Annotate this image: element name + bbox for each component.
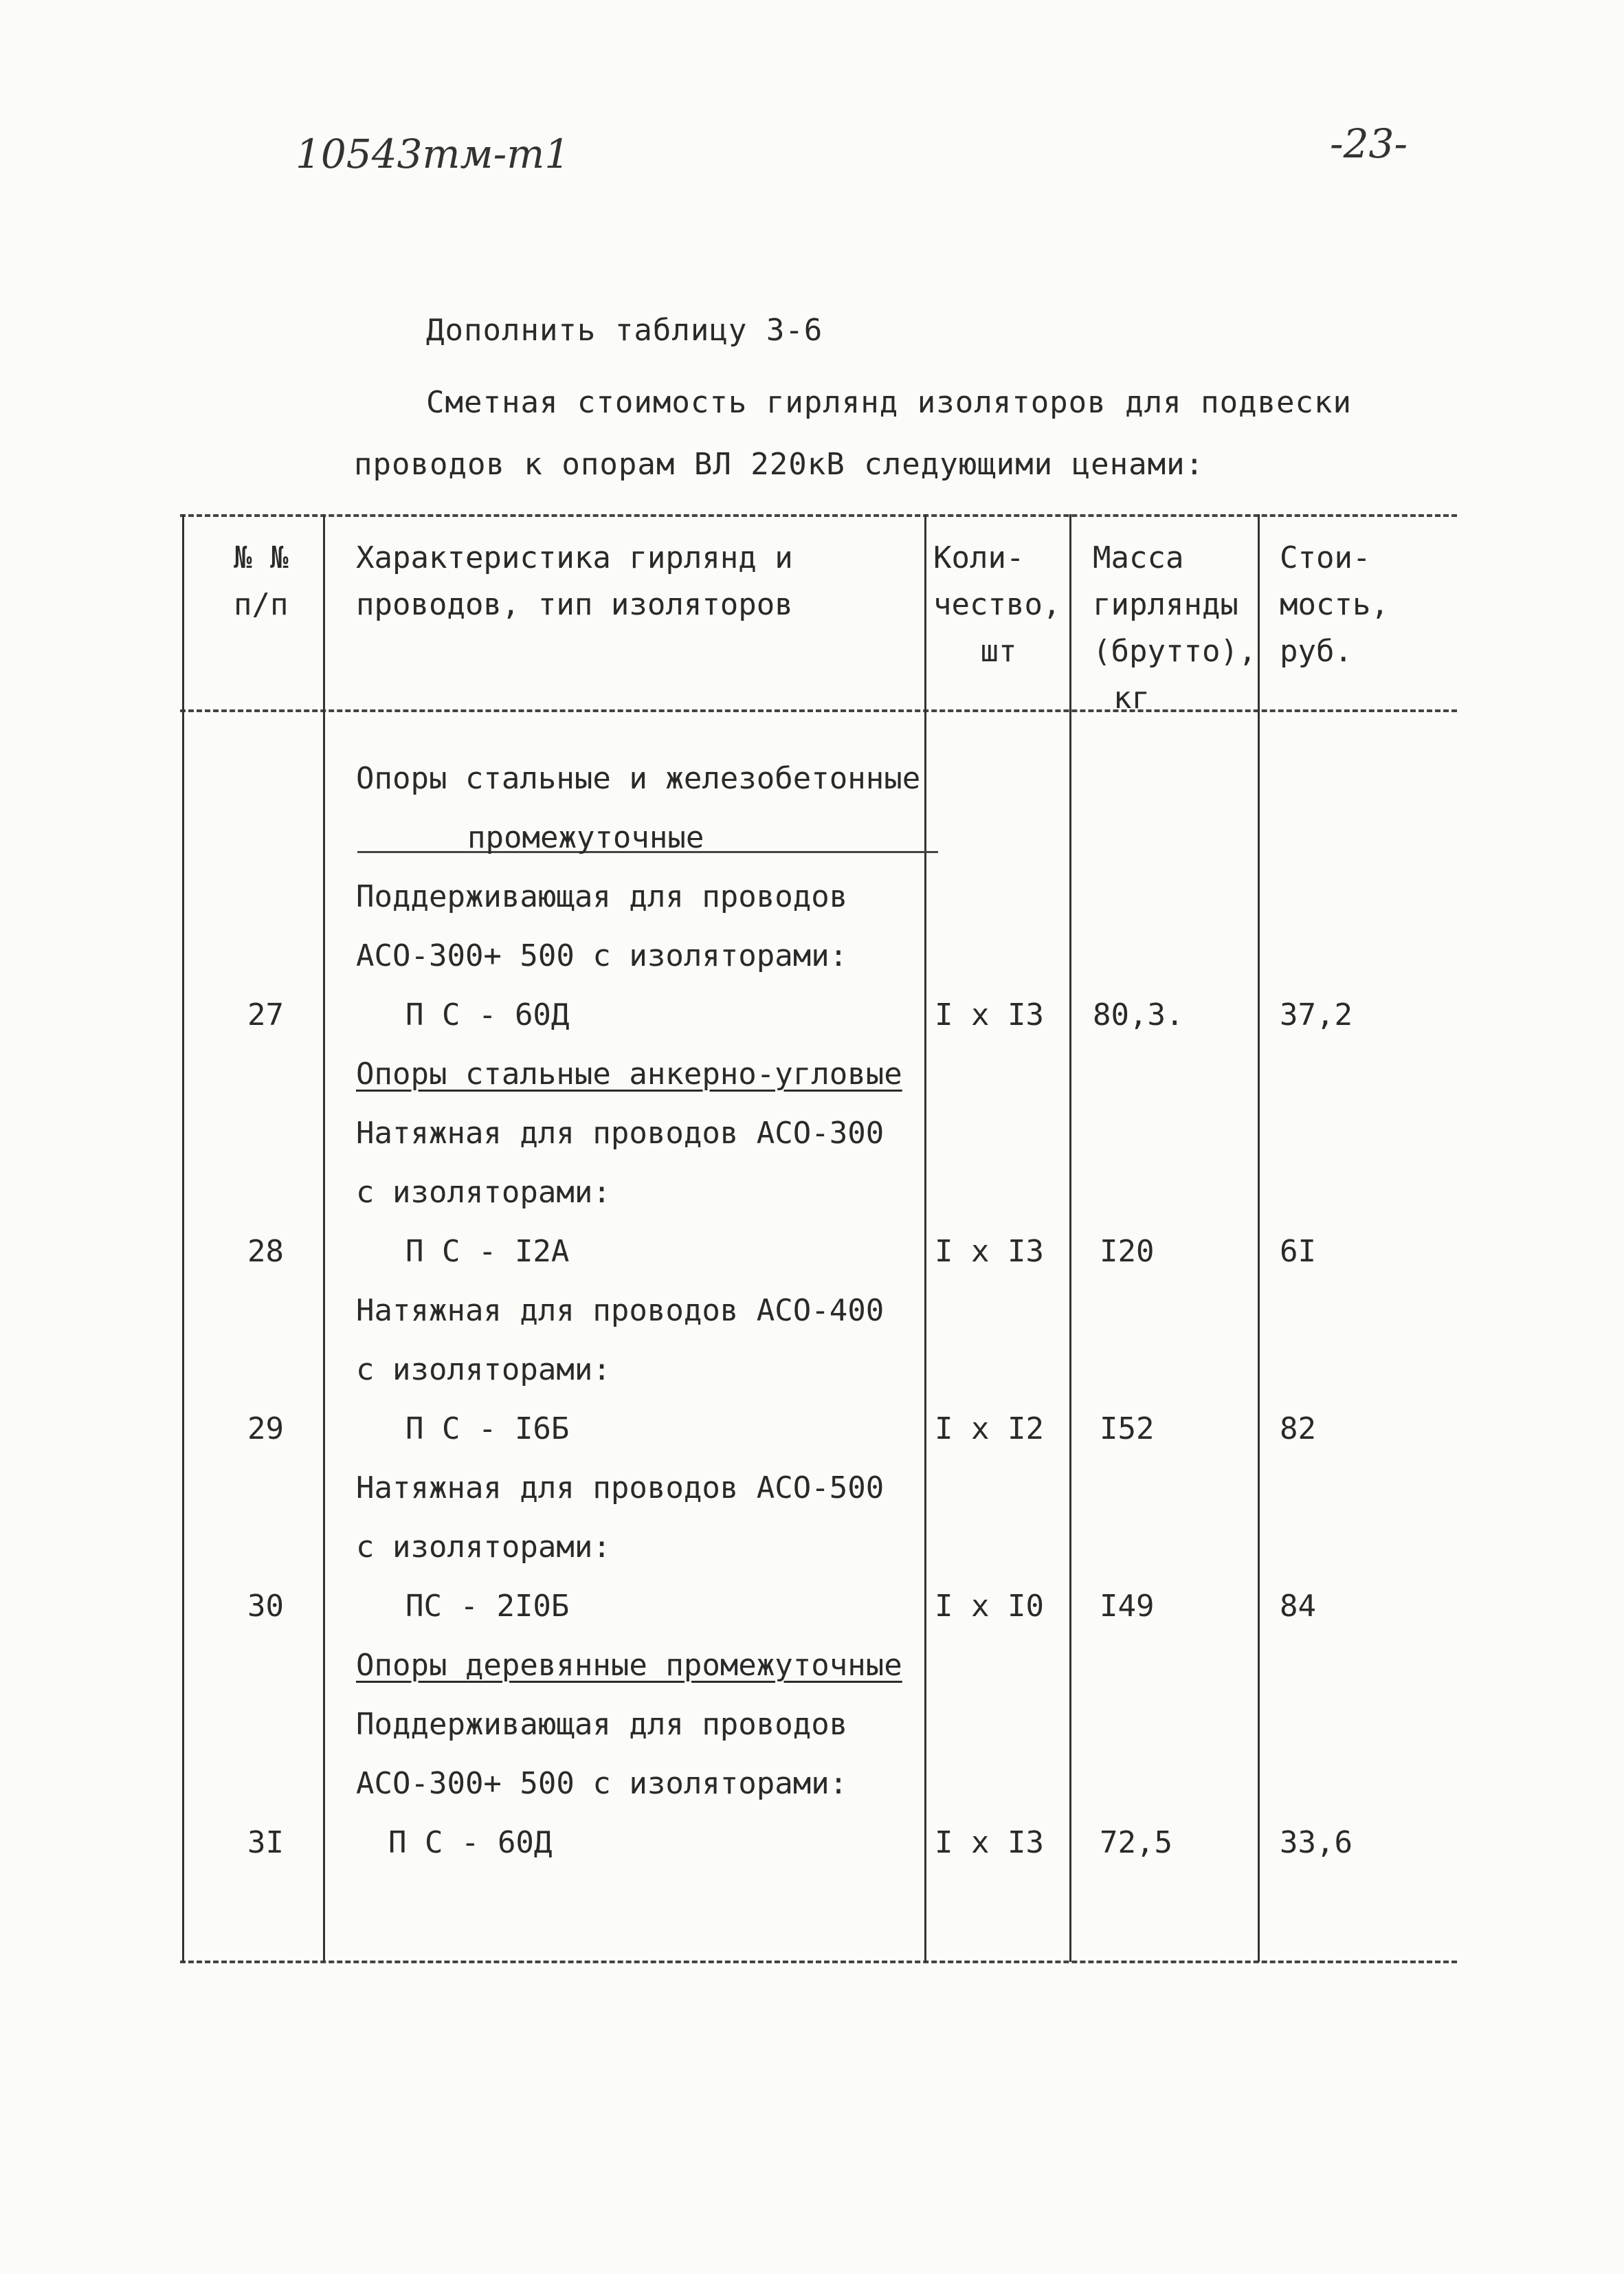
header-desc xyxy=(356,535,793,628)
row-desc: ПС - 2I0Б xyxy=(405,1589,570,1624)
header-cost-line-1: Стои- xyxy=(1280,540,1371,575)
intro-line-2: Сметная стоимость гирлянд изоляторов для подвески xyxy=(426,385,1353,420)
col-divider-2 xyxy=(924,514,926,1962)
row-desc: Натяжная для проводов АСО-500 xyxy=(356,1470,885,1505)
row-num: 28 xyxy=(247,1234,284,1269)
header-qty-line-2: чество, xyxy=(933,587,1061,622)
row-num: 3I xyxy=(247,1825,284,1860)
header-cost-line-2: мость, xyxy=(1280,587,1389,622)
header-num xyxy=(234,535,288,628)
header-qty-line-1: Коли- xyxy=(933,540,1025,575)
row-cost: 82 xyxy=(1280,1411,1316,1446)
row-mass: I49 xyxy=(1100,1589,1155,1624)
page-number: -23- xyxy=(1330,120,1408,167)
row-cost: 6I xyxy=(1280,1234,1316,1269)
header-cost-line-3: руб. xyxy=(1280,634,1353,669)
header-qty-line-3: шт xyxy=(980,634,1017,669)
table-header-border xyxy=(180,709,1457,712)
row-desc: АСО-300+ 500 с изоляторами: xyxy=(356,938,848,973)
row-qty: I x I3 xyxy=(935,1234,1044,1269)
row-num: 29 xyxy=(247,1411,284,1446)
row-desc: П С - 60Д xyxy=(388,1825,553,1860)
table-top-border xyxy=(180,514,1457,517)
row-mass: 72,5 xyxy=(1100,1825,1172,1860)
intro-line-3: проводов к опорам ВЛ 220кВ следующими ценами: xyxy=(354,447,1205,482)
intro-line-1: Дополнить таблицу 3-6 xyxy=(426,313,823,348)
row-desc: промежуточные xyxy=(467,820,704,855)
row-desc: с изоляторами: xyxy=(356,1530,611,1565)
document-code: 10543тм-т1 xyxy=(296,131,570,177)
header-num-line-2: п/п xyxy=(234,587,289,622)
table-bottom-border xyxy=(180,1961,1457,1963)
row-desc: АСО-300+ 500 с изоляторами: xyxy=(356,1766,848,1801)
row-qty: I x I3 xyxy=(935,997,1044,1033)
header-desc-line-1: Характеристика гирлянд и xyxy=(356,540,793,575)
row-desc: П С - I6Б xyxy=(405,1411,570,1446)
row-num: 27 xyxy=(247,997,284,1033)
row-desc: Опоры стальные анкерно-угловые xyxy=(356,1057,902,1092)
row-desc: с изоляторами: xyxy=(356,1352,611,1387)
row-qty: I x I0 xyxy=(935,1589,1044,1624)
col-divider-4 xyxy=(1258,514,1260,1962)
row-desc: Натяжная для проводов АСО-300 xyxy=(356,1116,885,1151)
row-mass: I20 xyxy=(1100,1234,1155,1269)
header-cost xyxy=(1280,535,1389,675)
header-num-line-1: № № xyxy=(234,540,289,575)
row-cost: 33,6 xyxy=(1280,1825,1353,1860)
header-desc-line-2: проводов, тип изоляторов xyxy=(356,587,793,622)
header-mass xyxy=(1093,535,1258,722)
table-left-border xyxy=(182,514,184,1962)
row-cost: 84 xyxy=(1280,1589,1316,1624)
row-qty: I x I3 xyxy=(935,1825,1044,1860)
row-desc: П С - 60Д xyxy=(405,997,570,1033)
col-divider-3 xyxy=(1069,514,1071,1962)
row-desc: Поддерживающая для проводов xyxy=(356,879,848,914)
header-mass-line-4: кг xyxy=(1113,681,1150,716)
row-desc: П С - I2А xyxy=(405,1234,570,1269)
row-mass: 80,3. xyxy=(1093,997,1184,1033)
row-num: 30 xyxy=(247,1589,284,1624)
header-mass-line-1: Масса xyxy=(1093,540,1184,575)
col-divider-1 xyxy=(323,514,325,1962)
row-desc: Опоры деревянные промежуточные xyxy=(356,1648,902,1683)
header-mass-line-3: (брутто), xyxy=(1093,634,1257,669)
row-desc: с изоляторами: xyxy=(356,1175,611,1210)
row-cost: 37,2 xyxy=(1280,997,1353,1033)
row-desc: Натяжная для проводов АСО-400 xyxy=(356,1293,885,1328)
row-qty: I x I2 xyxy=(935,1411,1044,1446)
header-qty xyxy=(933,535,1064,675)
row-desc: Опоры стальные и железобетонные xyxy=(356,761,921,796)
row-desc: Поддерживающая для проводов xyxy=(356,1707,848,1742)
row-mass: I52 xyxy=(1100,1411,1155,1446)
header-mass-line-2: гирлянды xyxy=(1093,587,1238,622)
